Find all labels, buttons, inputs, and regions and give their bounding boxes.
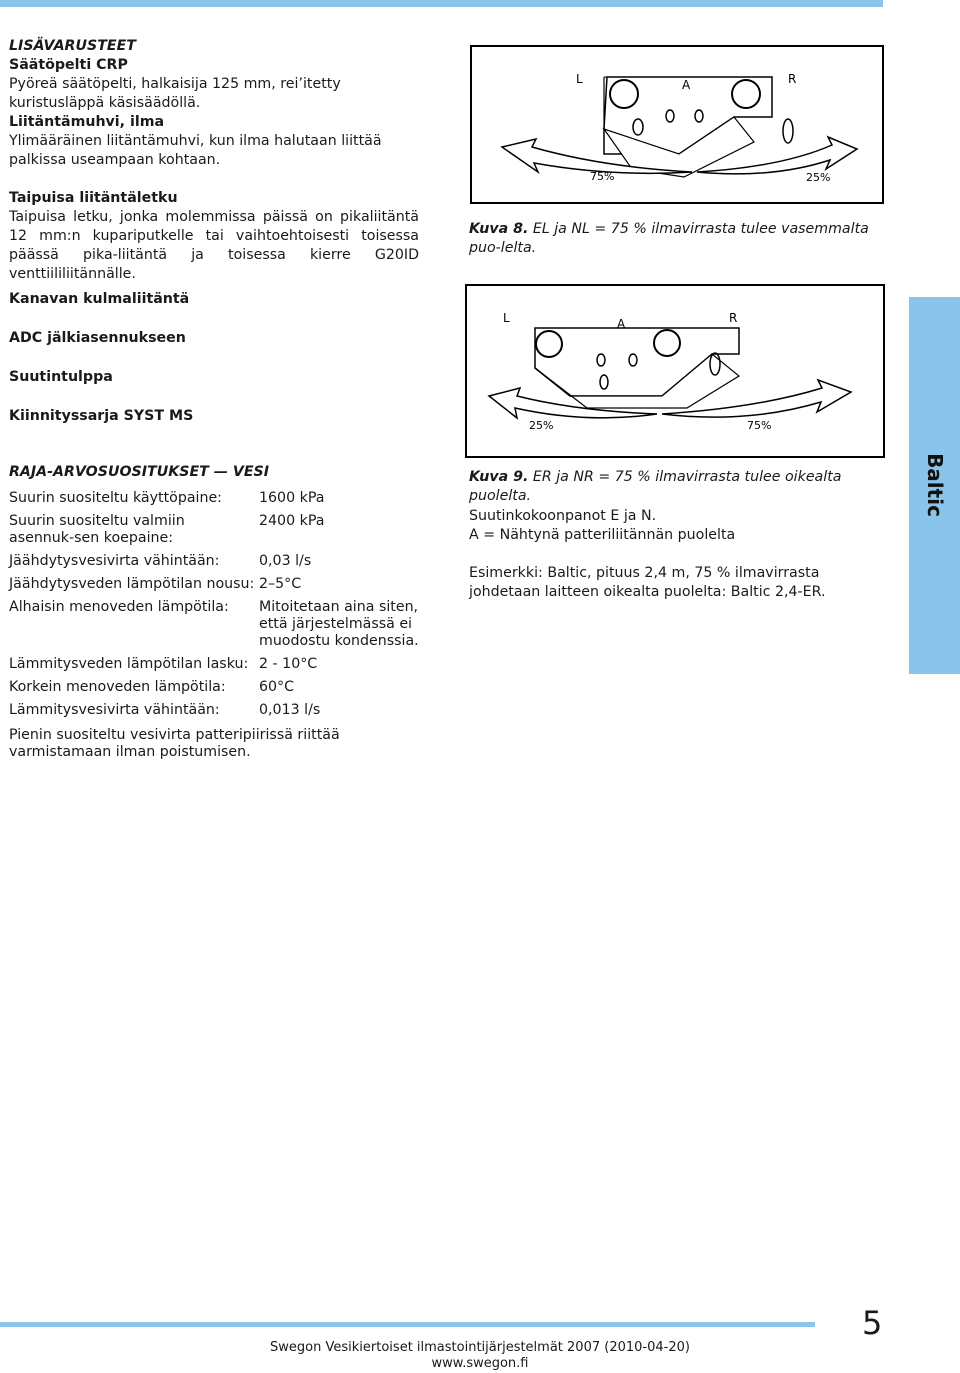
figure-9-caption (469, 468, 881, 506)
beam-diagram-right (467, 286, 883, 456)
limit-row (9, 490, 419, 513)
hose-text: Taipuisa letku, jonka molemmissa päissä on pikaliitäntä 12 mm:n kupariputkelle tai vaihtoehtoisesti toisessa päässä pika-liitäntä ja toisessa kierre G20ID venttiililiitännälle. (9, 209, 419, 282)
limit-label: Jäähdytysveden lämpötilan nousu: (9, 576, 255, 592)
footer (230, 1340, 730, 1372)
side-tab (909, 297, 960, 674)
nozzle-example: Esimerkki: Baltic, pituus 2,4 m, 75 % ilmavirrasta johdetaan laitteen oikealta puolelta: Baltic 2,4-ER. (469, 565, 826, 600)
limit-label: Suurin suositeltu käyttöpaine: (9, 490, 222, 506)
limits-table (9, 490, 424, 761)
figure-8-caption (469, 220, 881, 258)
limit-row (9, 599, 419, 656)
limit-value: 1600 kPa (259, 490, 325, 506)
label-r: R (788, 72, 797, 86)
limit-label: Lämmitysveden lämpötilan lasku: (9, 656, 249, 672)
caption-number: Kuva 8. (469, 221, 529, 237)
label-a: A (682, 78, 691, 92)
label-a: A (617, 317, 626, 331)
nozzle-info (469, 507, 881, 602)
limit-value: Mitoitetaan aina siten, että järjestelmässä ei muodostu kondenssia. (259, 599, 419, 649)
limit-row (9, 656, 419, 679)
nozzle-line: A = Nähtynä patteriliitännän puolelta (469, 527, 736, 543)
figure-8-diagram (470, 45, 884, 204)
limit-row (9, 553, 419, 576)
hose-title: Taipuisa liitäntäletku (9, 190, 178, 206)
sleeve-text: Ylimääräinen liitäntämuhvi, kun ilma halutaan liittää palkissa useampaan kohtaan. (9, 133, 382, 168)
caption-text: ER ja NR = 75 % ilmavirrasta tulee oikealta puolelta. (469, 469, 842, 504)
label-r: R (729, 311, 738, 325)
percent-left: 75% (590, 170, 615, 183)
limit-label: Suurin suositeltu valmiin asennuk-sen koepaine: (9, 513, 185, 546)
accessories-section (9, 37, 419, 284)
percent-right: 75% (747, 419, 772, 432)
limit-row (9, 702, 419, 725)
limit-label: Korkein menoveden lämpötila: (9, 679, 226, 695)
percent-left: 25% (529, 419, 554, 432)
limit-value: 60°C (259, 679, 295, 695)
accessory-item: ADC jälkiasennukseen (9, 330, 186, 346)
limit-label: Jäähdytysvesivirta vähintään: (9, 553, 220, 569)
accessory-item: Kiinnityssarja SYST MS (9, 408, 194, 424)
limit-value: 2400 kPa (259, 513, 325, 529)
page-number: 5 (862, 1304, 883, 1342)
crp-text: Pyöreä säätöpelti, halkaisija 125 mm, rei’itetty kuristusläppä käsisäädöllä. (9, 76, 341, 111)
footer-website: www.swegon.fi (431, 1356, 529, 1371)
footer-title: Swegon Vesikiertoiset ilmastointijärjestelmät 2007 (2010-04-20) (270, 1340, 690, 1355)
accessory-item: Kanavan kulmaliitäntä (9, 291, 190, 307)
limit-value: 2 - 10°C (259, 656, 318, 672)
top-accent-bar (0, 0, 883, 7)
limit-row (9, 513, 419, 553)
limit-value: 0,03 l/s (259, 553, 312, 569)
nozzle-line: Suutinkokoonpanot E ja N. (469, 508, 657, 524)
limits-note: Pienin suositeltu vesivirta patteripiirissä riittää varmistamaan ilman poistumisen. (9, 727, 340, 760)
limits-values (9, 490, 419, 725)
limit-row (9, 576, 419, 599)
accessory-item: Suutintulppa (9, 369, 113, 385)
limit-label: Alhaisin menoveden lämpötila: (9, 599, 229, 615)
beam-diagram-left (472, 47, 882, 202)
limit-value: 2–5°C (259, 576, 302, 592)
footer-accent-bar (0, 1322, 815, 1327)
side-tab-label: Baltic (923, 453, 947, 517)
figure-9-diagram (465, 284, 885, 458)
limits-heading: RAJA-ARVOSUOSITUKSET — VESI (9, 464, 270, 480)
limit-value: 0,013 l/s (259, 702, 321, 718)
sleeve-title: Liitäntämuhvi, ilma (9, 114, 165, 130)
limit-row (9, 679, 419, 702)
crp-title: Säätöpelti CRP (9, 57, 128, 73)
limit-label: Lämmitysvesivirta vähintään: (9, 702, 220, 718)
caption-number: Kuva 9. (469, 469, 529, 485)
accessories-heading: LISÄVARUSTEET (9, 38, 136, 54)
label-l: L (576, 72, 583, 86)
label-l: L (503, 311, 510, 325)
percent-right: 25% (806, 171, 831, 184)
caption-text: EL ja NL = 75 % ilmavirrasta tulee vasemmalta puo-lelta. (469, 221, 869, 256)
